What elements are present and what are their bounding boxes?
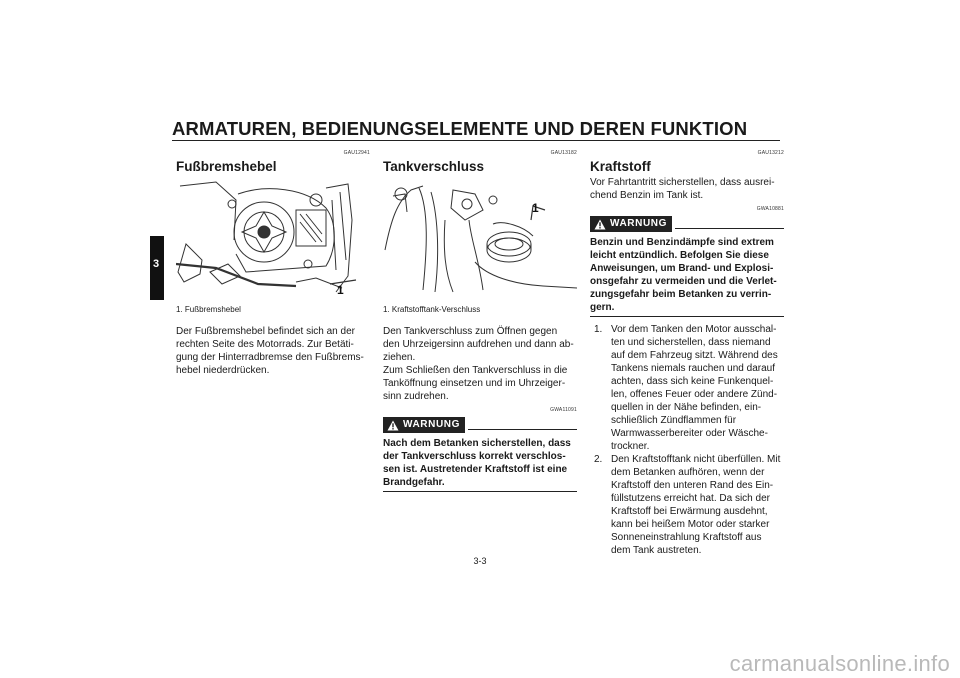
text-line: Der Fußbremshebel befindet sich an der [176,326,355,337]
text-line: leicht entzündlich. Befolgen Sie diese [590,250,769,261]
text-line: Brandgefahr. [383,477,445,488]
text-line: Zum Schließen den Tankverschluss in die [383,365,568,376]
text-line: Sonneneinstrahlung Kraftstoff aus [611,532,762,543]
fuel-cap-illustration [383,180,577,298]
figure-caption: 1. Fußbremshebel [176,305,241,314]
text-line: Vor Fahrtantritt sicherstellen, dass ausrei- [590,177,775,188]
text-line: Tankens niemals rauchen und darauf [611,363,775,374]
warning-label-box [383,417,465,433]
text-line: Den Kraftstofftank nicht überfüllen. Mit [611,454,781,465]
text-line: den Uhrzeigersinn aufdrehen und dann ab- [383,339,574,350]
text-line: Anweisungen, um Brand- und Explosi- [590,263,774,274]
figure-callout: 1 [532,201,539,215]
warning-code: GWA11091 [550,407,577,413]
text-line: trockner. [611,441,650,452]
text-line: len, offenes Feuer oder andere Zünd- [611,389,778,400]
brake-pedal-illustration [176,180,370,298]
section-fuel [590,150,784,557]
fuel-cap-description [383,325,577,403]
warning-code: GWA10881 [756,206,784,212]
text-line: dem Betanken aufhören, wenn der [611,467,765,478]
list-item [590,453,784,557]
text-line: schließlich Zündflammen für [611,415,737,426]
text-line: zungsgefahr beim Betanken zu verrin- [590,289,772,300]
section-heading: Tankverschluss [383,159,485,174]
warning-banner [383,417,577,433]
section-code: GAU12941 [343,150,370,156]
text-line: Tanköffnung einsetzen und im Uhrzeiger- [383,378,566,389]
warning-rule [468,421,577,430]
section-brake-pedal [176,150,370,377]
list-item-text [611,323,784,453]
warning-label-box [590,216,672,232]
section-code: GAU13212 [757,150,784,156]
section-code: GAU13182 [550,150,577,156]
text-line: dem Tank austreten. [611,545,702,556]
chapter-tab [150,236,164,300]
list-item-text [611,453,784,557]
text-line: gern. [590,302,615,313]
text-line: Nach dem Betanken sicherstellen, dass [383,438,571,449]
brake-pedal-description [176,325,370,377]
text-line: achten, dass sich keine Funkenquel- [611,376,774,387]
fuel-intro [590,176,784,202]
text-line: sen ist. Austretender Kraftstoff ist eine [383,464,568,475]
section-heading: Kraftstoff [590,159,651,174]
title-rule [172,140,780,141]
text-line: kann bei heißem Motor oder starker [611,519,770,530]
warning-triangle-icon [387,420,399,431]
text-line: chend Benzin im Tank ist. [590,190,704,201]
warning-text [590,236,784,317]
section-fuel-cap [383,150,577,492]
brake-pedal-figure [176,180,370,298]
watermark[interactable]: carmanualsonline.info [729,651,950,676]
text-line: füllstutzens erreicht hat. Da sich der [611,493,770,504]
text-line: Warmwasserbereiter oder Wäsche- [611,428,768,439]
text-line: hebel niederdrücken. [176,365,270,376]
fuel-safety-list [590,323,784,557]
section-heading: Fußbremshebel [176,159,277,174]
warning-rule [675,220,784,229]
text-line: Den Tankverschluss zum Öffnen gegen [383,326,558,337]
text-line: auf dem Fahrzeug sitzt. Während des [611,350,778,361]
text-line: rechten Seite des Motorrads. Zur Betäti- [176,339,354,350]
text-line: sinn zudrehen. [383,391,449,402]
figure-caption: 1. Kraftstofftank-Verschluss [383,305,481,314]
page-number: 3-3 [473,556,487,566]
list-item [590,323,784,453]
text-line: ten und sicherstellen, dass niemand [611,337,771,348]
warning-label: WARNUNG [610,218,667,229]
warning-label: WARNUNG [403,419,460,430]
text-line: ziehen. [383,352,416,363]
fuel-cap-figure [383,180,577,298]
warning-banner [590,216,784,232]
text-line: der Tankverschluss korrekt verschlos- [383,451,566,462]
text-line: Benzin und Benzindämpfe sind extrem [590,237,774,248]
text-line: Vor dem Tanken den Motor ausschal- [611,324,777,335]
text-line: onsgefahr zu vermeiden und die Verlet- [590,276,777,287]
text-line: gung der Hinterradbremse den Fußbrems- [176,352,364,363]
page-title: ARMATUREN, BEDIENUNGSELEMENTE UND DEREN FUNKTION [172,118,748,139]
text-line: Kraftstoff bei Erwärmung ausdehnt, [611,506,768,517]
warning-triangle-icon [594,219,606,230]
list-item-number: 2. [594,454,603,465]
text-line: quellen in der Nähe befinden, ein- [611,402,762,413]
warning-text [383,437,577,492]
text-line: Kraftstoff den unteren Rand des Ein- [611,480,774,491]
list-item-number: 1. [594,324,603,335]
chapter-number: 3 [153,258,160,270]
figure-callout: 1 [337,283,344,297]
